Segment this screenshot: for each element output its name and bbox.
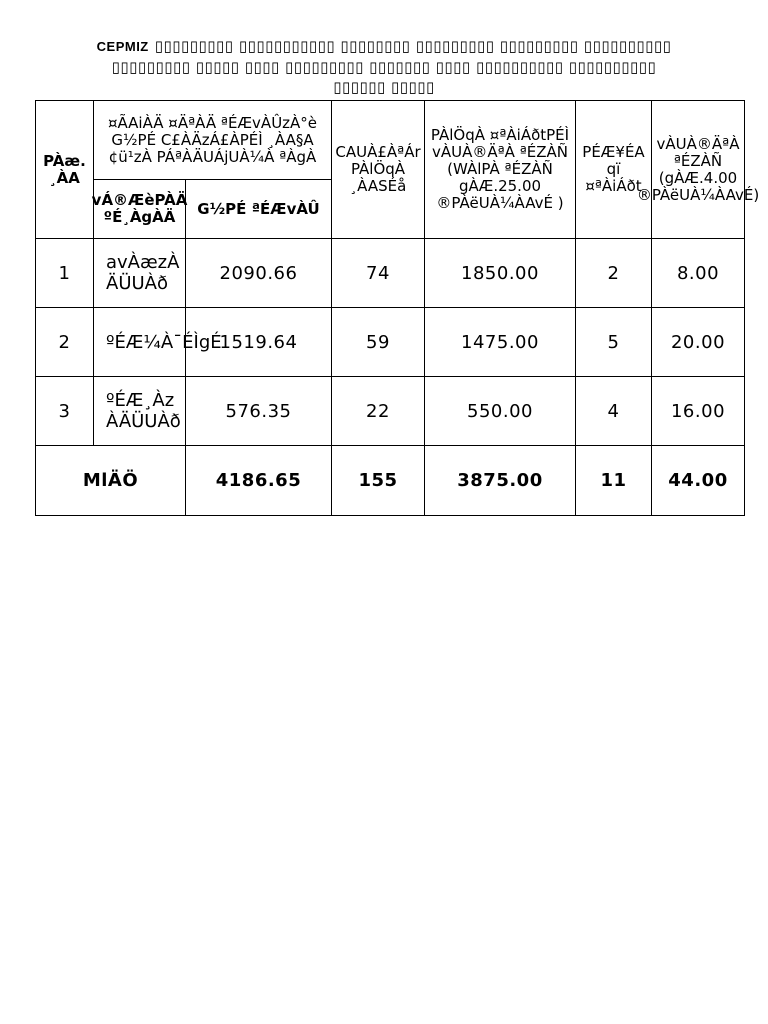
table-row — [36, 377, 745, 446]
cell-amount: 550.00 — [425, 377, 576, 446]
cell-balance: 576.35 — [186, 377, 332, 446]
total-cost: 44.00 — [652, 446, 745, 516]
cell-balance: 1519.64 — [186, 308, 332, 377]
title-line-3: ▯▯▯▯▯▯ ▯▯▯▯▯ — [333, 78, 435, 96]
cell-sl: 3 — [36, 377, 94, 446]
cell-sl: 2 — [36, 308, 94, 377]
title-line-2: ▯▯▯▯▯▯▯▯▯ ▯▯▯▯▯ ▯▯▯▯ ▯▯▯▯▯▯▯▯▯ ▯▯▯▯▯▯▯ ▯▯▯▯ ▯▯▯▯▯▯▯▯▯▯ ▯▯▯▯▯▯▯▯▯▯ — [111, 58, 657, 76]
cell-rooms: 2 — [576, 239, 652, 308]
cell-name: ºÉÆ¸Àz ÀÄÜUÀð — [94, 377, 186, 446]
cell-amount: 1850.00 — [425, 239, 576, 308]
cell-sl: 1 — [36, 239, 94, 308]
total-label: MlÄÖ — [36, 446, 186, 516]
cell-count: 59 — [332, 308, 425, 377]
total-count: 155 — [332, 446, 425, 516]
title-code: CEPMIZ — [96, 39, 149, 54]
total-amount: 3875.00 — [425, 446, 576, 516]
cell-count: 22 — [332, 377, 425, 446]
cell-cost: 8.00 — [652, 239, 745, 308]
header-group: ¤ÃAiÀÄ ¤ÄªÀÄ ªÉÆvÀÛzÀ°è G½PÉ C£ÀÄzÁ£ÀPÉÌ ¸ÀA§A ¢ü¹zÀ PÁªÀÄUÁjUÀ¼À ªÀgÀ — [94, 101, 332, 180]
header-rooms: PÉÆ¥ÉA qï ¤ªÀiÁðt — [576, 101, 652, 239]
cell-rooms: 5 — [576, 308, 652, 377]
cell-balance: 2090.66 — [186, 239, 332, 308]
total-balance: 4186.65 — [186, 446, 332, 516]
cell-rooms: 4 — [576, 377, 652, 446]
header-balance: G½PÉ ªÉÆvÀÛ — [186, 180, 332, 239]
header-allotted: PÀlÖqÀ ¤ªÀiÁðtPÉÌ vÀUÀ®ÄªÀ ªÉZÀÑ (WÀlPÀ ªÉZÀÑ gÀÆ.25.00 ®PÀëUÀ¼ÀAvÉ ) — [425, 101, 576, 239]
cell-count: 74 — [332, 239, 425, 308]
header-row-1 — [36, 101, 745, 180]
cell-amount: 1475.00 — [425, 308, 576, 377]
table-row — [36, 239, 745, 308]
cell-name: avÀæzÀ ÄÜUÀð — [94, 239, 186, 308]
total-rooms: 11 — [576, 446, 652, 516]
header-cost: vÀUÀ®ÄªÀ ªÉZÀÑ (gÀÆ.4.00 ®PÀëUÀ¼ÀAvÉ) — [652, 101, 745, 239]
title-line-1 — [40, 36, 728, 57]
header-sl-no: PÀæ. ¸ÀA — [36, 101, 94, 239]
cell-cost: 16.00 — [652, 377, 745, 446]
cell-name: ºÉÆ¼À¯ÉÌgÉ — [94, 308, 186, 377]
page-title — [40, 36, 728, 97]
header-district: vÁ®ÆèPÀÄ ºÉ¸ÀgÀÄ — [94, 180, 186, 239]
table-row — [36, 308, 745, 377]
summary-table — [35, 100, 760, 516]
total-row — [36, 446, 745, 516]
title-line-1-text: ▯▯▯▯▯▯▯▯▯ ▯▯▯▯▯▯▯▯▯▯▯ ▯▯▯▯▯▯▯▯ ▯▯▯▯▯▯▯▯▯ ▯▯▯▯▯▯▯▯▯ ▯▯▯▯▯▯▯▯▯▯ — [154, 37, 672, 55]
cell-cost: 20.00 — [652, 308, 745, 377]
header-beneficiaries: CAUÀ£ÀªÁr PÀlÖqÀ ¸ÀASÉå — [332, 101, 425, 239]
